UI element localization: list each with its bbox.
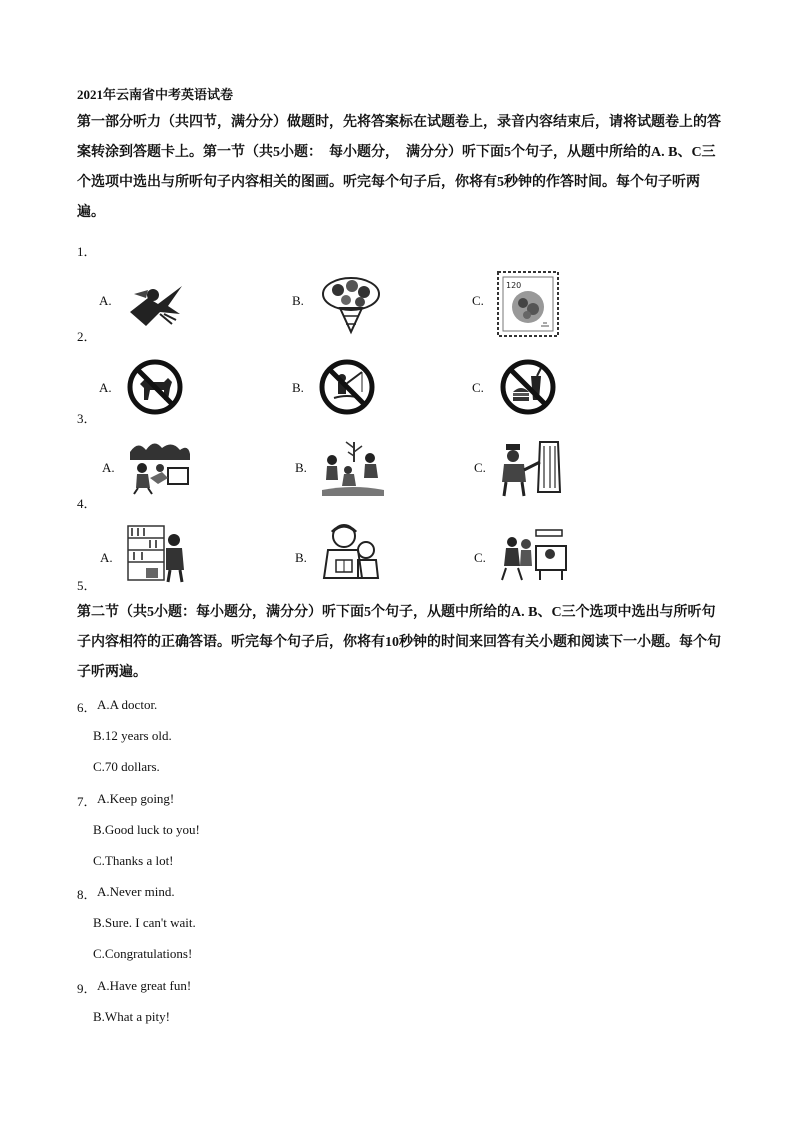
shopping-scene-icon (126, 520, 190, 584)
tree-cutting-scene-icon (500, 436, 564, 498)
answer-option: A.Keep going! (97, 791, 175, 806)
option-label: B. (295, 550, 307, 565)
question-number: 1． (77, 244, 97, 259)
exam-title: 2021年云南省中考英语试卷 (77, 87, 234, 102)
part2-instructions: 第二节（共5小题：每小题分，满分分）听下面5个句子，从题中所给的A. B、C三个选项中选出与所听句子内容相符的正确答语。听完每个句子后，你将有10秒钟的时间来回答有关小题和阅读下一小题。每个句子听两遍。 (77, 605, 721, 680)
answer-option: B.Sure. I can't wait. (93, 915, 196, 930)
option-label: B. (292, 380, 304, 395)
question-number: 6． (77, 700, 97, 715)
question-number: 7． (77, 794, 97, 809)
question-number: 9． (77, 981, 97, 996)
option-label: C. (474, 550, 486, 565)
reading-scene-icon (318, 520, 386, 584)
answer-option: A.Have great fun! (97, 978, 192, 993)
stamp-value: 120 (506, 281, 522, 290)
option-label: A. (100, 550, 113, 565)
answer-option: C.Congratulations! (93, 946, 193, 961)
option-label: A. (99, 293, 112, 308)
answer-option: A.A doctor. (97, 697, 158, 712)
gardening-scene-icon (128, 438, 192, 496)
stamp-icon (497, 271, 559, 337)
option-label: A. (102, 460, 115, 475)
tree-planting-scene-icon (320, 440, 386, 496)
answer-option: B.Good luck to you! (93, 822, 200, 837)
answer-option: A.Never mind. (97, 884, 175, 899)
question-number: 3． (77, 411, 97, 426)
question-number: 4． (77, 496, 97, 511)
no-dogs-sign-icon (126, 358, 184, 416)
street-scene-icon (500, 524, 570, 582)
flower-bouquet-icon (318, 272, 384, 336)
option-label: C. (474, 460, 486, 475)
option-label: C. (472, 293, 484, 308)
question-number: 5． (77, 578, 97, 593)
question-number: 2． (77, 329, 97, 344)
option-label: C. (472, 380, 484, 395)
option-label: B. (295, 460, 307, 475)
question-number: 8． (77, 887, 97, 902)
answer-option: B.What a pity! (93, 1009, 170, 1024)
no-fishing-sign-icon (318, 358, 376, 416)
option-label: A. (99, 380, 112, 395)
answer-option: B.12 years old. (93, 728, 172, 743)
answer-option: C.70 dollars. (93, 759, 160, 774)
answer-option: C.Thanks a lot! (93, 853, 174, 868)
option-label: B. (292, 293, 304, 308)
no-food-sign-icon (499, 358, 557, 416)
part1-instructions: 第一部分听力（共四节，满分分）做题时，先将答案标在试题卷上，录音内容结束后，请将试题卷上的答案转涂到答题卡上。第一节（共5小题： 每小题分， 满分分）听下面5个句子，从题中所给的A. B、C三个选项中选出与所听句子内容相关的图画。听完每个句子后，你将有5秒钟的作答时间。每个句子听两遍。 (77, 115, 721, 220)
bird-icon (124, 276, 186, 330)
